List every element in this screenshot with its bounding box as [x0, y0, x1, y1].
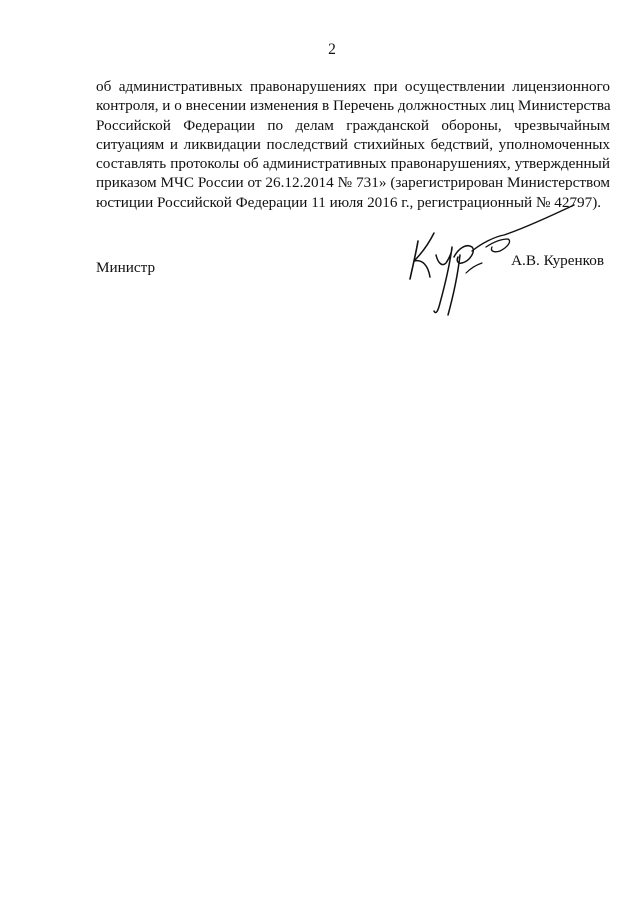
paragraph-line: юстиции Российской Федерации 11 июля 2016 г., регистрационный № 42797). [96, 193, 602, 211]
paragraph-line: приказом МЧС России от 26.12.2014 № 731» (зарегистрирован Министерством [96, 174, 610, 192]
position-title: Министр [96, 259, 156, 276]
paragraph-line: об административных правонарушениях при осуществлении лицензионного [96, 78, 610, 95]
signer-name: А.В. Куренков [511, 252, 604, 269]
signature-block [96, 252, 610, 315]
page-number: 2 [328, 41, 336, 58]
paragraph-line: составлять протоколы об административных правонарушениях, утвержденный [96, 155, 610, 173]
paragraph-line: Российской Федерации по делам гражданской обороны, чрезвычайным [96, 116, 610, 134]
paragraph-line: контроля, и о внесении изменения в Перечень должностных лиц Министерства [96, 97, 611, 115]
paragraph-line: ситуациям и ликвидации последствий стихийных бедствий, уполномоченных [96, 135, 610, 153]
body-paragraph [96, 77, 610, 212]
